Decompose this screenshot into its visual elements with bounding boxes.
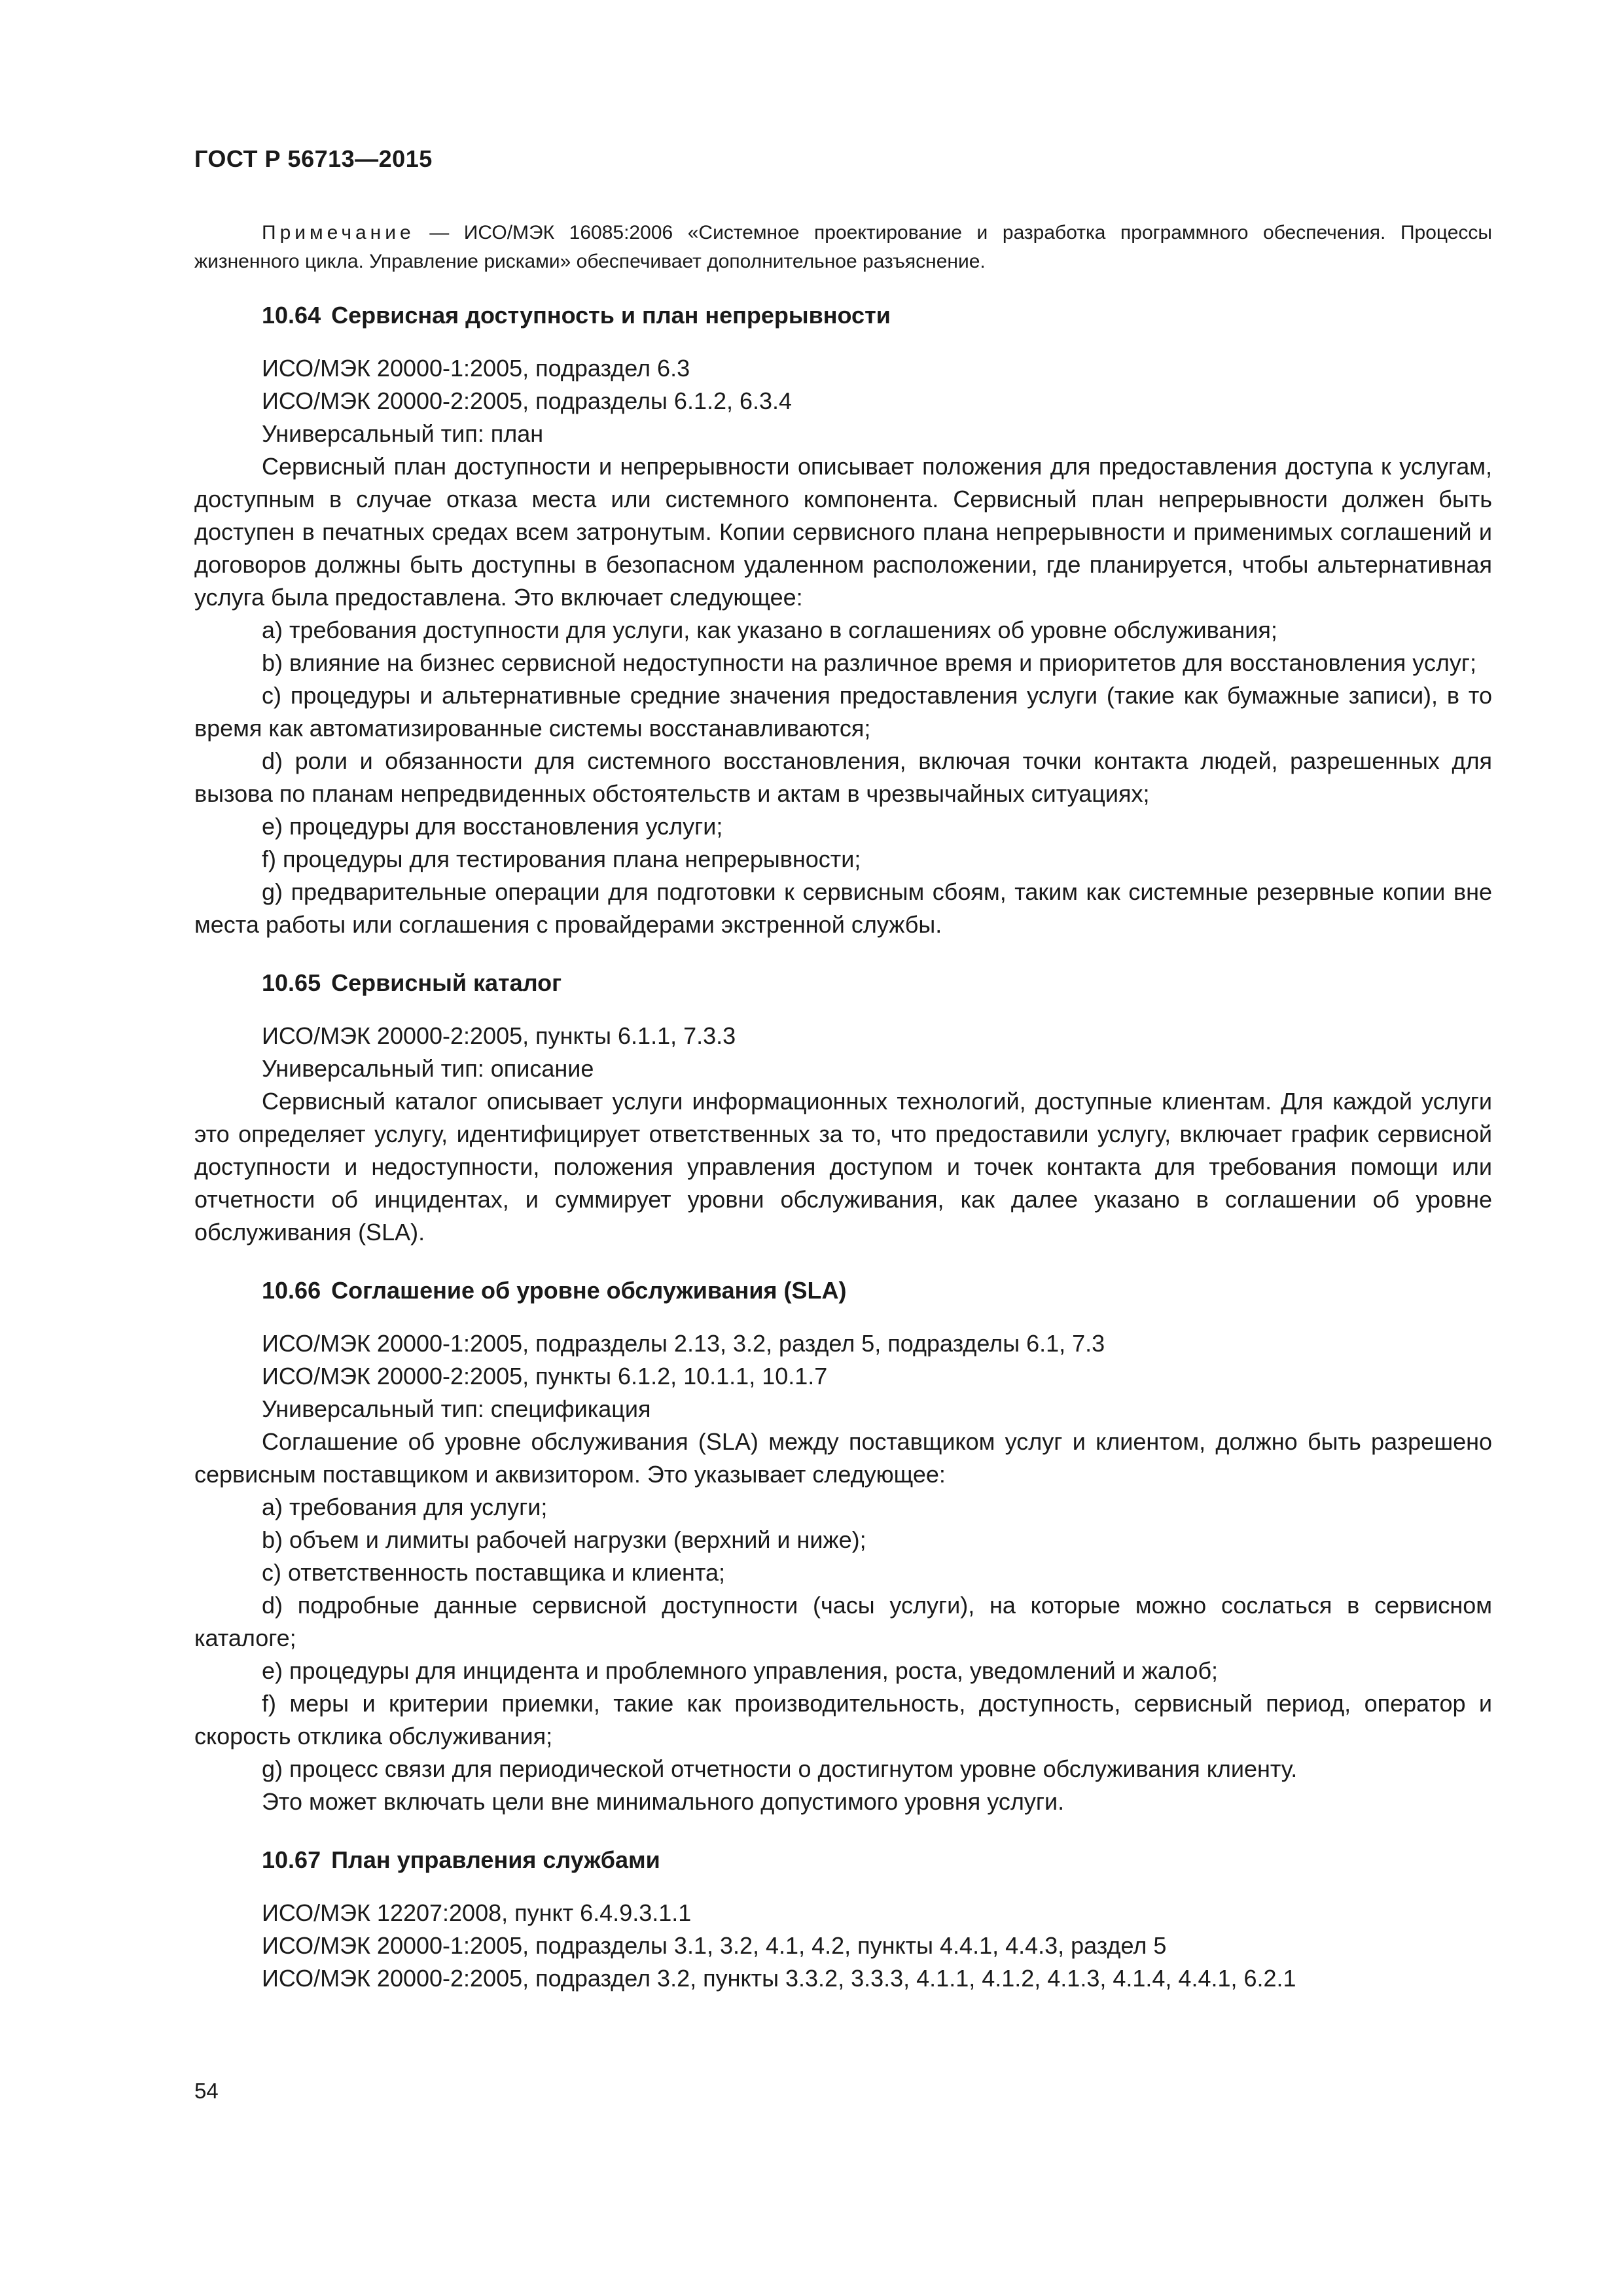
section-10-64 bbox=[194, 298, 1492, 941]
section-title: Соглашение об уровне обслуживания (SLA) bbox=[331, 1277, 847, 1304]
section-number: 10.67 bbox=[262, 1846, 321, 1873]
section-10-66 bbox=[194, 1274, 1492, 1818]
note-paragraph bbox=[194, 219, 1492, 276]
list-item: g) процесс связи для периодической отчетности о достигнутом уровне обслуживания клиенту. bbox=[262, 1755, 1298, 1782]
body-paragraph: Соглашение об уровне обслуживания (SLA) между поставщиком услуг и клиентом, должно быть разрешено сервисным поставщиком и аквизитором. Это указывает следующее: bbox=[194, 1428, 1492, 1488]
section-title: Сервисная доступность и план непрерывности bbox=[331, 302, 891, 329]
list-item: a) требования для услуги; bbox=[262, 1494, 548, 1520]
body-paragraph: Сервисный каталог описывает услуги информационных технологий, доступные клиентам. Для каждой услуги это определяет услугу, идентифицирует ответственных за то, что предоставили услугу, включает график сервисной доступности и недоступности, положения управления доступом и точек контакта для требования помощи или отчетности об инцидентах, и суммирует уровни обслуживания, как далее указано в соглашении об уровне обслуживания (SLA). bbox=[194, 1088, 1492, 1246]
list-item: c) ответственность поставщика и клиента; bbox=[262, 1559, 726, 1586]
list-item: c) процедуры и альтернативные средние значения предоставления услуги (такие как бумажные записи), в то время как автоматизированные системы восстанавливаются; bbox=[194, 682, 1492, 742]
section-number: 10.64 bbox=[262, 302, 321, 329]
section-heading bbox=[194, 298, 1492, 332]
reference-line: ИСО/МЭК 20000-2:2005, пункты 6.1.1, 7.3.3 bbox=[262, 1022, 736, 1049]
note-label: Примечание bbox=[262, 222, 415, 243]
list-item: d) подробные данные сервисной доступности (часы услуги), на которые можно сослаться в сервисном каталоге; bbox=[194, 1592, 1492, 1651]
section-heading bbox=[194, 966, 1492, 1000]
section-10-67 bbox=[194, 1843, 1492, 1995]
list-item: e) процедуры для инцидента и проблемного управления, роста, уведомлений и жалоб; bbox=[262, 1657, 1219, 1684]
reference-line: ИСО/МЭК 20000-1:2005, подраздел 6.3 bbox=[262, 355, 690, 382]
body-paragraph: Сервисный план доступности и непрерывности описывает положения для предоставления доступа к услугам, доступным в случае отказа места или системного компонента. Сервисный план непрерывности должен быть доступен в печатных средах всем затронутым. Копии сервисного плана непрерывности и применимых соглашений и договоров должны быть доступны в безопасном удаленном расположении, где планируется, чтобы альтернативная услуга была предоставлена. Это включает следующее: bbox=[194, 453, 1492, 611]
list-item: b) влияние на бизнес сервисной недоступности на различное время и приоритетов для восстановления услуг; bbox=[262, 649, 1476, 676]
section-title: План управления службами bbox=[331, 1846, 660, 1873]
section-heading bbox=[194, 1274, 1492, 1308]
reference-line: ИСО/МЭК 20000-2:2005, подраздел 3.2, пункты 3.3.2, 3.3.3, 4.1.1, 4.1.2, 4.1.3, 4.1.4, 4.4.1, 6.2.1 bbox=[262, 1965, 1296, 1992]
reference-line: ИСО/МЭК 20000-1:2005, подразделы 2.13, 3.2, раздел 5, подразделы 6.1, 7.3 bbox=[262, 1330, 1105, 1357]
list-item: e) процедуры для восстановления услуги; bbox=[262, 813, 723, 840]
list-item: g) предварительные операции для подготовки к сервисным сбоям, таким как системные резервные копии вне места работы или соглашения с провайдерами экстренной службы. bbox=[194, 878, 1492, 938]
universal-type-line: Универсальный тип: спецификация bbox=[262, 1395, 651, 1422]
document-body bbox=[194, 219, 1492, 2020]
universal-type-line: Универсальный тип: план bbox=[262, 420, 544, 447]
universal-type-line: Универсальный тип: описание bbox=[262, 1055, 594, 1082]
list-item: a) требования доступности для услуги, как указано в соглашениях об уровне обслуживания; bbox=[262, 617, 1277, 643]
reference-line: ИСО/МЭК 20000-2:2005, пункты 6.1.2, 10.1.1, 10.1.7 bbox=[262, 1363, 828, 1390]
list-item: d) роли и обязанности для системного восстановления, включая точки контакта людей, разрешенных для вызова по планам непредвиденных обстоятельств и актам в чрезвычайных ситуациях; bbox=[194, 747, 1492, 807]
reference-line: ИСО/МЭК 20000-1:2005, подразделы 3.1, 3.2, 4.1, 4.2, пункты 4.4.1, 4.4.3, раздел 5 bbox=[262, 1932, 1167, 1959]
section-10-65 bbox=[194, 966, 1492, 1249]
section-title: Сервисный каталог bbox=[331, 969, 562, 996]
body-paragraph: Это может включать цели вне минимального допустимого уровня услуги. bbox=[262, 1788, 1065, 1815]
note-text: — ИСО/МЭК 16085:2006 «Системное проектирование и разработка программного обеспечения. Процессы жизненного цикла. Управление рисками» обеспечивает дополнительное разъяснение. bbox=[194, 222, 1492, 272]
section-heading bbox=[194, 1843, 1492, 1877]
reference-line: ИСО/МЭК 20000-2:2005, подразделы 6.1.2, 6.3.4 bbox=[262, 387, 793, 414]
document-header: ГОСТ Р 56713—2015 bbox=[194, 145, 433, 172]
section-number: 10.65 bbox=[262, 969, 321, 996]
section-number: 10.66 bbox=[262, 1277, 321, 1304]
list-item: f) процедуры для тестирования плана непрерывности; bbox=[262, 846, 861, 872]
list-item: b) объем и лимиты рабочей нагрузки (верхний и ниже); bbox=[262, 1526, 866, 1553]
page-number: 54 bbox=[194, 2079, 219, 2103]
reference-line: ИСО/МЭК 12207:2008, пункт 6.4.9.3.1.1 bbox=[262, 1899, 692, 1926]
list-item: f) меры и критерии приемки, такие как производительность, доступность, сервисный период, оператор и скорость отклика обслуживания; bbox=[194, 1690, 1492, 1749]
